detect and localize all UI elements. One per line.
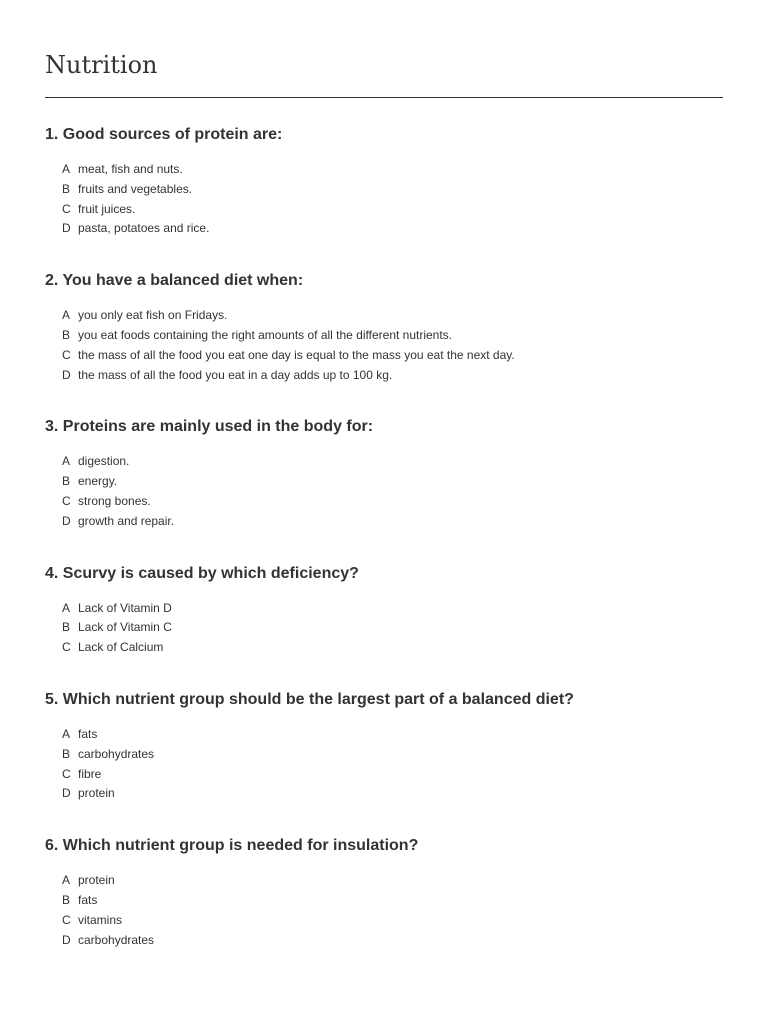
option-letter: A	[62, 600, 71, 615]
question-3	[45, 415, 723, 531]
option-text: energy.	[78, 474, 118, 489]
answer-options	[45, 599, 723, 658]
option-letter: B	[62, 327, 71, 342]
option-text: you only eat fish on Fridays.	[78, 308, 228, 323]
option-text: carbohydrates	[78, 746, 155, 761]
option-text: carbohydrates	[78, 932, 155, 947]
option-text: Lack of Calcium	[78, 640, 164, 655]
question-title: 6. Which nutrient group is needed for insulation?	[45, 837, 419, 855]
question-title: 3. Proteins are mainly used in the body for:	[45, 418, 374, 436]
option-letter: B	[62, 620, 71, 635]
option-letter: A	[62, 726, 71, 741]
answer-option	[62, 180, 723, 200]
answer-option	[62, 911, 723, 931]
question-4	[45, 562, 723, 658]
answer-option	[62, 452, 723, 472]
option-text: the mass of all the food you eat one day is equal to the mass you eat the next day.	[78, 347, 515, 362]
option-text: fruits and vegetables.	[78, 181, 193, 196]
answer-option	[62, 512, 723, 532]
answer-option	[62, 472, 723, 492]
option-letter: C	[62, 766, 71, 781]
answer-options	[45, 725, 723, 804]
answer-option	[62, 745, 723, 765]
option-letter: C	[62, 493, 71, 508]
option-letter: D	[62, 932, 71, 947]
answer-option	[62, 326, 723, 346]
option-letter: B	[62, 474, 71, 489]
option-letter: D	[62, 367, 71, 382]
option-text: vitamins	[78, 912, 123, 927]
option-text: fruit juices.	[78, 201, 136, 216]
option-text: strong bones.	[78, 493, 151, 508]
option-text: the mass of all the food you eat in a day adds up to 100 kg.	[78, 367, 393, 382]
option-text: fats	[78, 892, 98, 907]
option-text: Lack of Vitamin C	[78, 620, 172, 635]
option-letter: A	[62, 873, 71, 888]
answer-option	[62, 891, 723, 911]
option-letter: C	[62, 347, 71, 362]
answer-option	[62, 160, 723, 180]
option-letter: C	[62, 640, 71, 655]
page-title: Nutrition	[45, 51, 158, 79]
option-text: growth and repair.	[78, 513, 175, 528]
option-letter: C	[62, 912, 71, 927]
answer-options	[45, 160, 723, 239]
answer-option	[62, 219, 723, 239]
option-letter: B	[62, 892, 71, 907]
question-6	[45, 834, 723, 950]
option-letter: A	[62, 308, 71, 323]
option-text: protein	[78, 873, 115, 888]
answer-option	[62, 599, 723, 619]
answer-option	[62, 492, 723, 512]
quiz-page	[45, 48, 723, 950]
option-letter: D	[62, 221, 71, 236]
question-list	[45, 123, 723, 950]
answer-option	[62, 725, 723, 745]
option-text: fibre	[78, 766, 102, 781]
answer-options	[45, 871, 723, 950]
answer-option	[62, 306, 723, 326]
answer-option	[62, 638, 723, 658]
answer-options	[45, 306, 723, 385]
option-text: fats	[78, 726, 98, 741]
answer-options	[45, 452, 723, 531]
answer-option	[62, 200, 723, 220]
answer-option	[62, 784, 723, 804]
answer-option	[62, 346, 723, 366]
option-letter: C	[62, 201, 71, 216]
question-2	[45, 269, 723, 385]
option-text: digestion.	[78, 454, 130, 469]
answer-option	[62, 366, 723, 386]
answer-option	[62, 871, 723, 891]
option-text: meat, fish and nuts.	[78, 162, 183, 176]
option-text: pasta, potatoes and rice.	[78, 221, 210, 236]
question-1	[45, 123, 723, 239]
answer-option	[62, 931, 723, 951]
question-5	[45, 688, 723, 804]
option-text: protein	[78, 786, 115, 801]
option-letter: D	[62, 786, 71, 801]
option-letter: A	[62, 454, 71, 469]
answer-option	[62, 765, 723, 785]
question-title: 1. Good sources of protein are:	[45, 126, 283, 143]
question-title: 4. Scurvy is caused by which deficiency?	[45, 564, 359, 582]
question-title: 2. You have a balanced diet when:	[45, 272, 304, 290]
option-letter: D	[62, 513, 71, 528]
option-letter: B	[62, 746, 71, 761]
question-title: 5. Which nutrient group should be the largest part of a balanced diet?	[45, 690, 574, 708]
option-letter: A	[62, 162, 71, 176]
option-text: Lack of Vitamin D	[78, 600, 172, 615]
option-letter: B	[62, 181, 71, 196]
answer-option	[62, 618, 723, 638]
option-text: you eat foods containing the right amounts of all the different nutrients.	[78, 327, 453, 342]
title-divider	[45, 97, 723, 98]
